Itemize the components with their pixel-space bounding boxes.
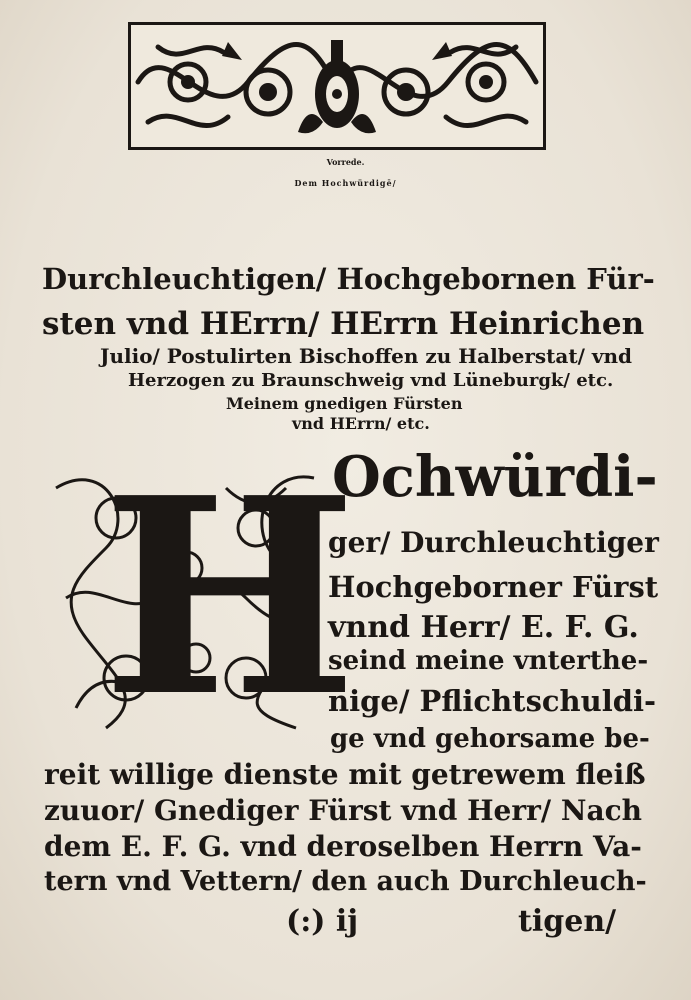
decorated-initial — [46, 438, 358, 756]
text-line: dem E. F. G. vnd deroselben Herrn Va- — [44, 830, 642, 863]
text-line: Hochgeborner Fürst — [328, 570, 659, 604]
dedication-line: Julio/ Postulirten Bischoffen zu Halberstat/ vnd — [100, 344, 633, 368]
signature-mark: (:) ij — [286, 904, 359, 939]
dedication-line: Meinem gnedigen Fürsten — [226, 394, 463, 413]
dedication-title: Dem Hochwürdigē/ — [294, 178, 397, 188]
text-line: seind meine vnterthe- — [328, 646, 649, 676]
catchword: tigen/ — [518, 904, 617, 939]
text-line: ge vnd gehorsame be- — [330, 724, 650, 754]
dedication-line: vnd HErrn/ etc. — [292, 414, 430, 433]
initial-letter: H — [102, 438, 358, 756]
ornamental-headpiece — [128, 22, 546, 150]
dedication-line: Herzogen zu Braunschweig vnd Lüneburgk/ etc. — [128, 370, 614, 391]
dedication-line: sten vnd HErrn/ HErrn Heinrichen — [42, 306, 645, 342]
text-line: nige/ Pflichtschuldi- — [328, 684, 657, 718]
opening-word: Ochwürdi- — [332, 444, 658, 510]
text-line: tern vnd Vettern/ den auch Durchleuch- — [44, 866, 647, 897]
text-line: ger/ Durchleuchtiger — [328, 526, 659, 559]
dedication-line: Durchleuchtigen/ Hochgebornen Für- — [42, 262, 655, 296]
text-line: zuuor/ Gnediger Fürst vnd Herr/ Nach — [44, 794, 642, 827]
text-line: vnnd Herr/ E. F. G. — [328, 610, 639, 645]
text-line: reit willige dienste mit getrewem fleiß — [44, 758, 646, 791]
section-label: Vorrede. — [326, 157, 365, 167]
